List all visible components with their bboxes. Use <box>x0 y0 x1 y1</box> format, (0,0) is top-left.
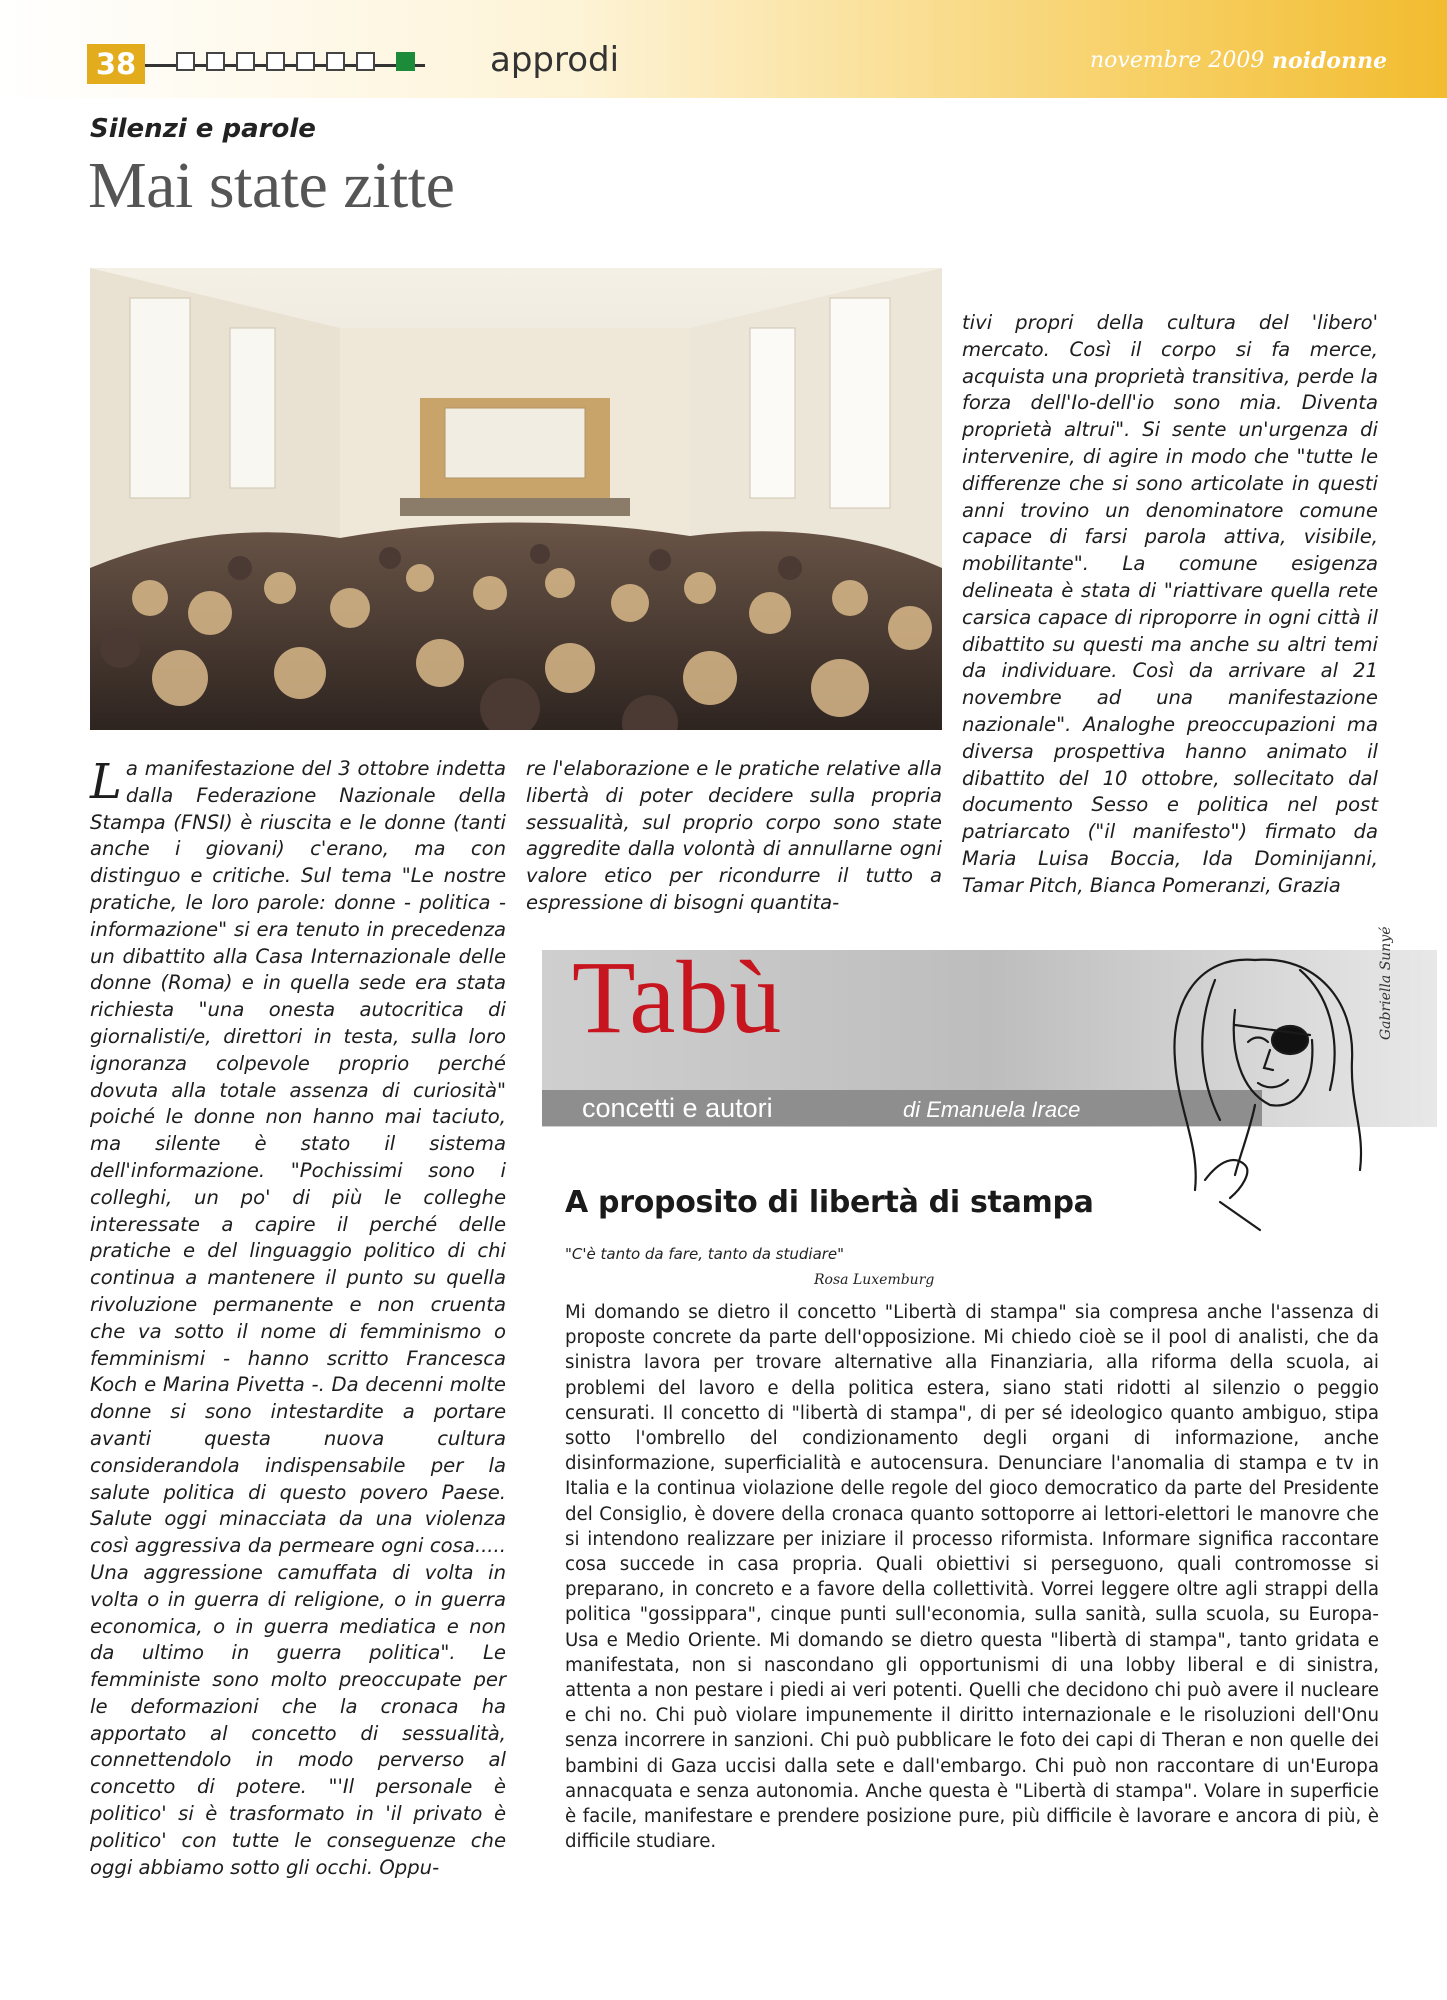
tabu-article-body: Mi domando se dietro il concetto "Libertà di stampa" sia compresa anche l'assenza di proposte concrete da parte dell'opposizione. Mi chiedo cioè se il pool di analisti, che da sinistra lavora per trovare alternative alla Finanziaria, alla riforma della scuola, ai problemi del lavoro e della politica estera, siano stati ridotti al silenzio o peggio censurati. Il concetto di "libertà di stampa", di per sé ideologico quanto ambiguo, stipa sotto l'ombrello del condizionamento degli organi di informazione, anche disinformazione, superficialità e autocensura. Denunciare l'anomalia di stampa e tv in Italia e la continua violazione delle regole del gioco democratico da parte del Presidente del Consiglio, è dovere della cronaca quanto sottoporre ai lettori-elettori le manovre che si intendono realizzare per iniziare il processo riformista. Informare significa raccontare cosa succede in casa propria. Quali obiettivi si perseguono, quali contromosse si preparano, in concreto e a favore della collettività. Vorrei leggere oltre agli strappi della politica "gossippara", cinque punti sull'economia, sulla sanità, sulla scuola, su Europa-Usa e Medio Oriente. Mi domando se dietro questa "libertà di stampa", tanto gridata e manifestata, non si nascondano gli opportunismi di una lobby liberal e di sinistra, attenta a non pestare i piedi ai veri potenti. Quelli che decidono chi può avere il nucleare e chi no. Chi può violare impunemente il diritto internazionale e le risoluzioni dell'Onu senza incorrere in sanzioni. Chi può pubblicare le foto dei capi di Theran e non quelle dei bambini di Gaza uccisi dalla sete e dall'embargo. Chi può non raccontare di un'Europa annacquata e senza autonomia. Anche questa è "Libertà di stampa". Volare in superficie è facile, manifestare e prendere posizione pure, più difficile è lavorare e ancora di più, è difficile studiare. <box>565 1302 1379 1853</box>
tabu-title: Tabù <box>572 940 783 1055</box>
decoration-square <box>236 52 255 71</box>
section-label: approdi <box>490 40 620 80</box>
issue-date: novembre 2009 <box>1090 48 1265 73</box>
magazine-name: noidonne <box>1272 48 1388 74</box>
epigraph-author: Rosa Luxemburg <box>814 1272 935 1288</box>
article-column-3: tivi propri della cultura del 'libero' mercato. Così il corpo si fa merce, acquista una proprietà transitiva, perde la forza dell'Io-dell'io sono mia. Diventa proprietà altrui". Si sente un'urgenza di intervenire, di agire in modo che "tutte le differenze che si sono articolate in questi anni trovino un denominatore comune capace di farsi parola attiva, visibile, mobilitante". La comune esigenza delineata è stata di "riattivare quella rete carsica capace di riproporre in ogni città il dibattito su questi ma anche su altri temi da individuare. Così da arrivare al 21 novembre ad una manifestazione nazionale". Analoghe preoccupazioni ma diversa prospettiva hanno animato il dibattito del 10 ottobre, sollecitato dal documento Sesso e politica nel post patriarcato ("il manifesto") firmato da Maria Luisa Boccia, Ida Dominijanni, Tamar Pitch, Bianca Pomeranzi, Grazia <box>962 311 1378 897</box>
tabu-subtitle: concetti e autori <box>582 1093 773 1123</box>
tabu-article-title: A proposito di libertà di stampa <box>565 1185 1094 1220</box>
decoration-square <box>176 52 195 71</box>
author-caricature <box>1140 940 1395 1240</box>
decoration-square <box>356 52 375 71</box>
article-headline: Mai state zitte <box>88 149 455 222</box>
epigraph-quote: "C'è tanto da fare, tanto da studiare" <box>565 1245 845 1263</box>
page-number: 38 <box>87 44 145 84</box>
drop-cap: L <box>90 754 122 810</box>
conference-hall-illustration <box>90 268 942 730</box>
caricature-signature: Gabriella Sunyé <box>1378 926 1394 1040</box>
decoration-square <box>266 52 285 71</box>
article-column-1 <box>90 756 506 1896</box>
decoration-square <box>206 52 225 71</box>
decoration-square <box>326 52 345 71</box>
decoration-square-green <box>396 52 415 71</box>
conference-photo <box>90 268 942 730</box>
decoration-square <box>296 52 315 71</box>
article-column-1-text: a manifestazione del 3 ottobre indetta dalla Federazione Nazionale della Stampa (FNSI) è riuscita e le donne (tanti anche i giovani) c'erano, ma con distinguo e critiche. Sul tema "Le nostre pratiche, le loro parole: donne - politica - informazione" si era tenuto in precedenza un dibattito alla Casa Internazionale delle donne (Roma) e in quella sede era stata richiesta "una onesta autocritica di giornalisti/e, direttori in testa, sulla loro ignoranza colpevole proprio perché dovuta alla totale assenza di curiosità" poiché le donne non hanno mai taciuto, ma silente è stato il sistema dell'informazione. "Pochissimi sono i colleghi, un po' di più le colleghe interessate a capire il perché delle pratiche e del linguaggio politico di chi continua a mantenere il punto su quella rivoluzione permanente e non cruenta che va sotto il nome di femminismo o femminismi - hanno scritto Francesca Koch e Marina Pivetta -. Da decenni molte donne si sono intestardite a portare avanti questa nuova cultura considerandola indispensabile per la salute politica di questo povero Paese. Salute oggi minacciata da una violenza così aggressiva da permeare ogni cosa..... Una aggressione camuffata di volta in volta o in guerra di religione, o in guerra economica, o in guerra mediatica e non da ultimo in guerra politica". Le femministe sono molto preoccupate per le deformazioni che la cronaca ha apportato al concetto di sessualità, connettendolo in modo perverso al concetto di potere. "'Il personale è politico' si è trasformato in 'il privato è politico' con tutte le conseguenze che oggi abbiamo sotto gli occhi. Oppu- <box>90 757 506 1879</box>
article-column-2: re l'elaborazione e le pratiche relative alla libertà di poter decidere sulla propria sessualità, sul proprio corpo sono state aggredite dalla volontà di annullarne ogni valore etico per ricondurre il tutto a espressione di bisogni quantita- <box>526 757 942 914</box>
tabu-author: di Emanuela Irace <box>903 1097 1081 1122</box>
article-kicker: Silenzi e parole <box>90 114 316 144</box>
